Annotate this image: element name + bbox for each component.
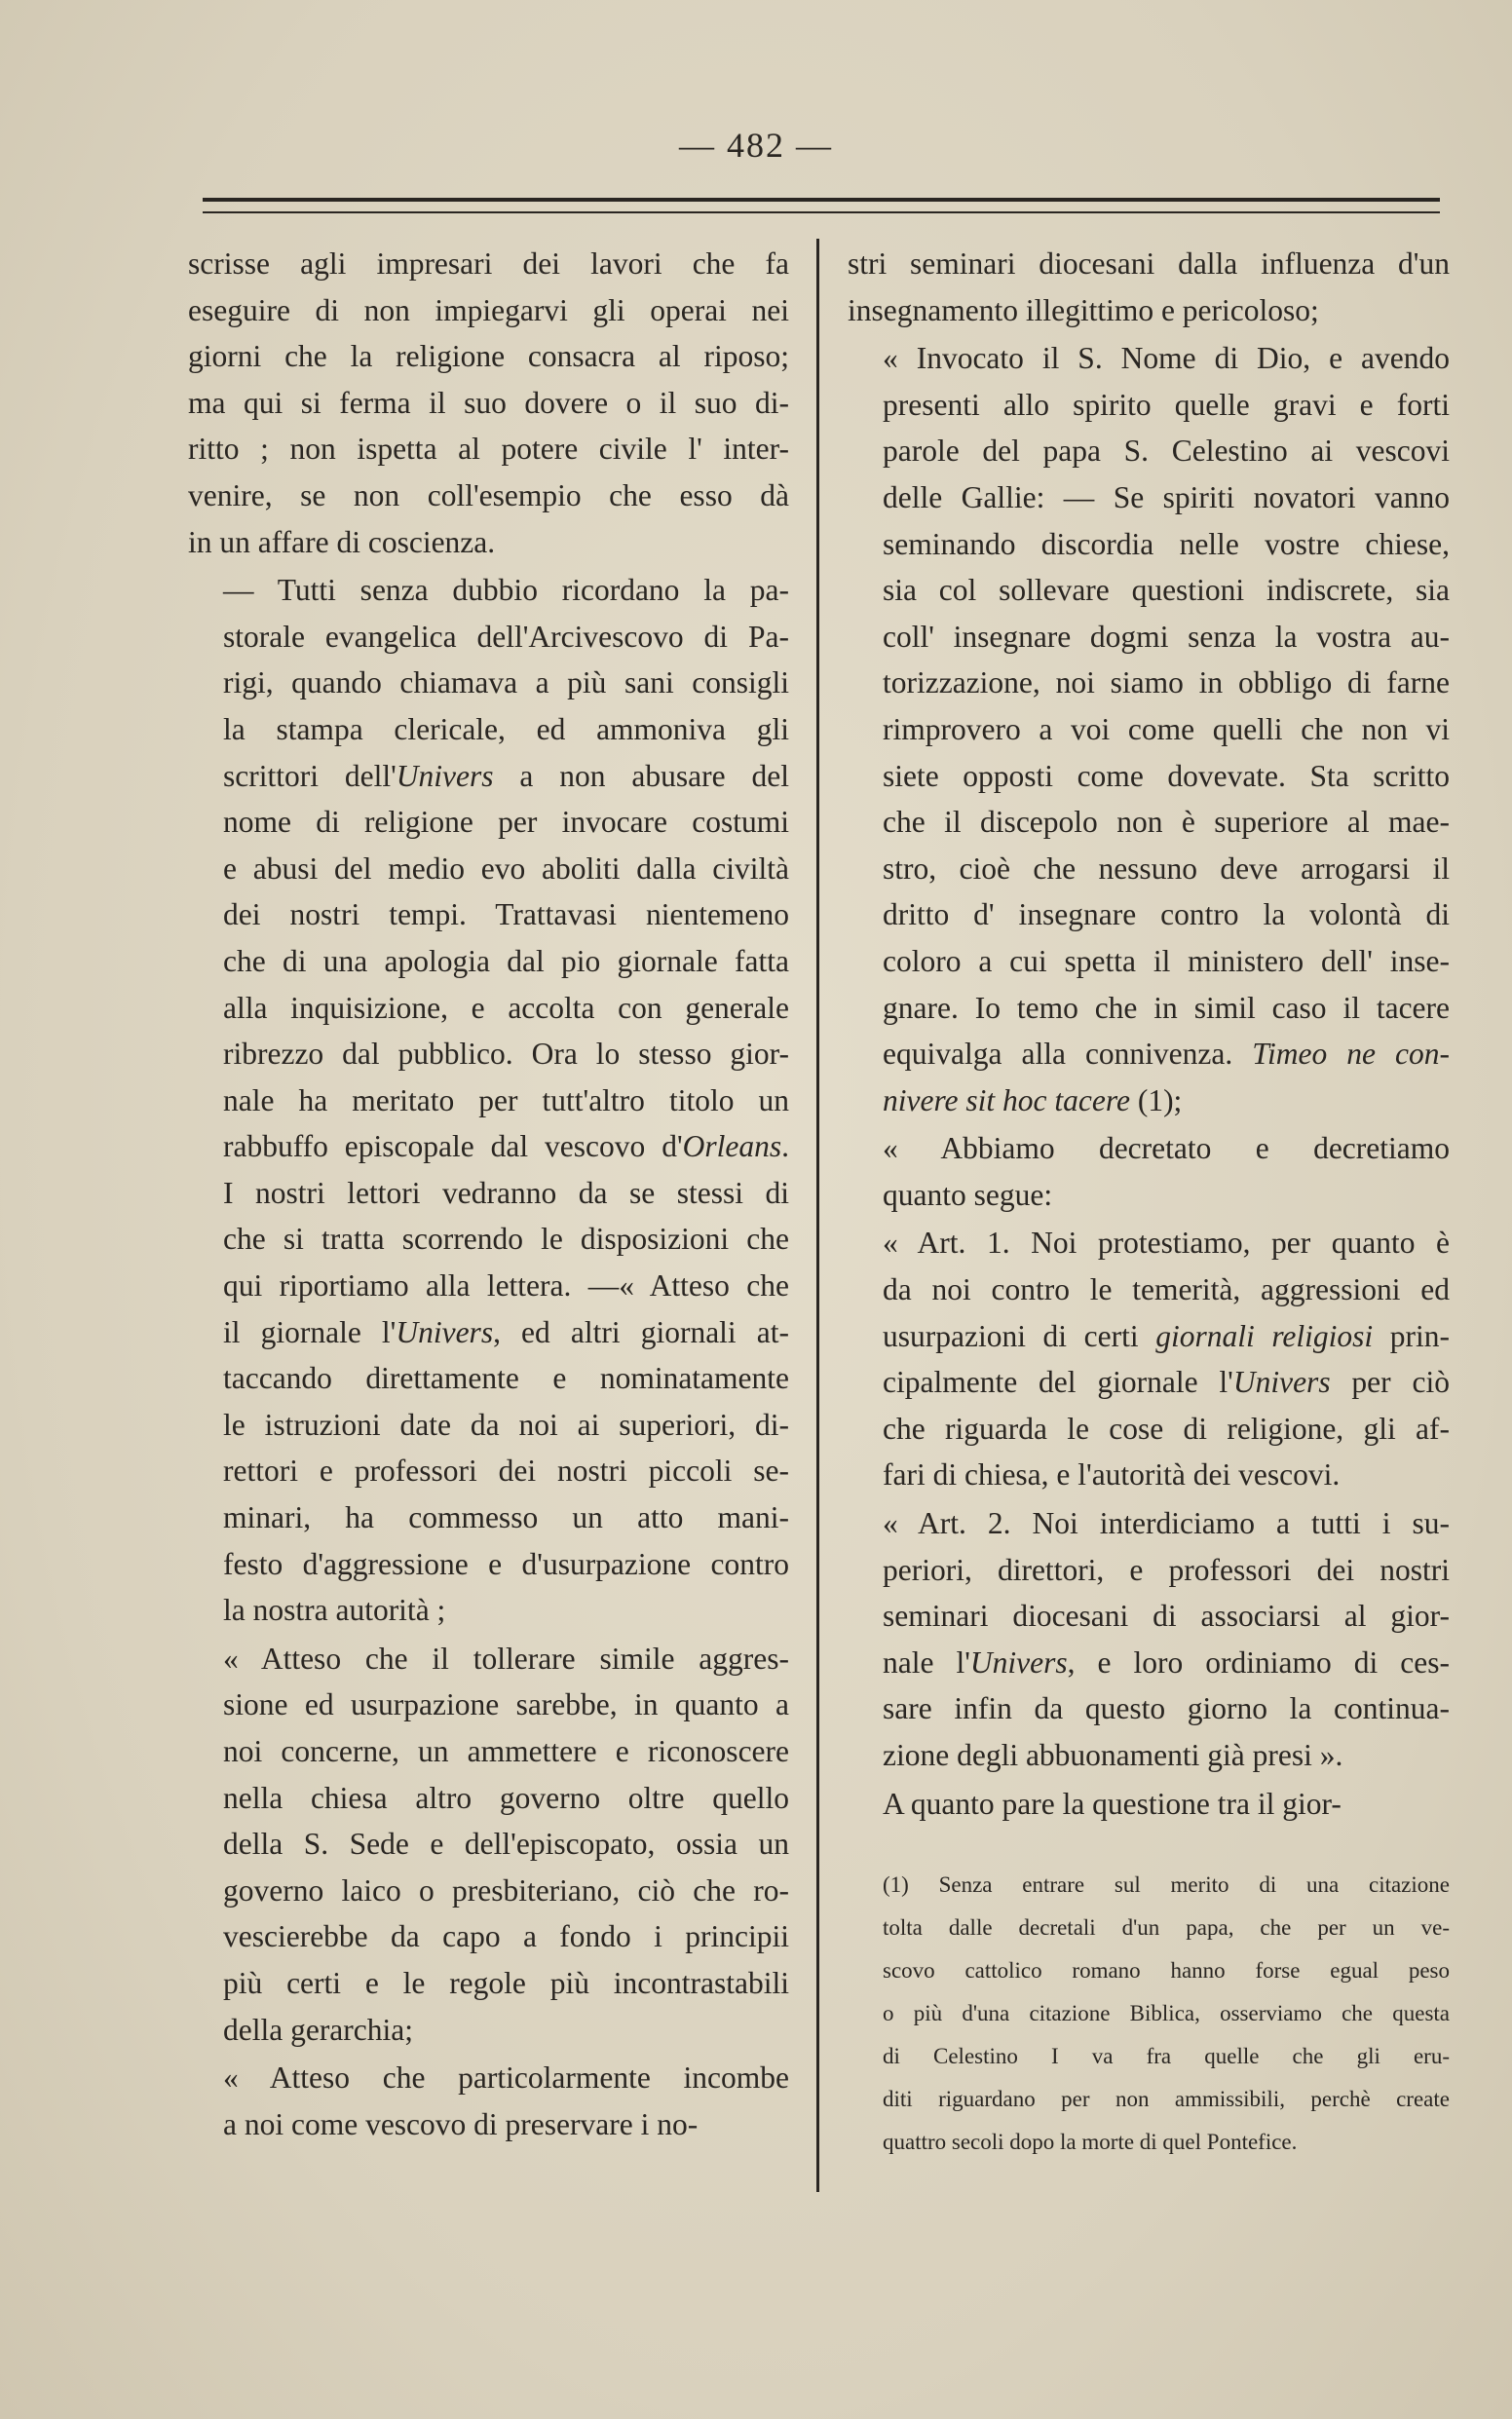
text-line: giorni che la religione consacra al riposo;	[188, 339, 789, 374]
text-line: vescierebbe da capo a fondo i principii	[223, 1919, 789, 1954]
paragraph	[188, 241, 789, 565]
text-line: venire, se non coll'esempio che esso dà	[188, 477, 789, 512]
text-line: insegnamento illegittimo e pericoloso;	[848, 292, 1319, 327]
footnote-line: di Celestino I va fra quelle che gli eru-	[883, 2044, 1450, 2069]
text-line: la nostra autorità ;	[223, 1593, 446, 1628]
page-number: — 482 —	[679, 126, 833, 165]
text-line: qui riportiamo alla lettera. —« Atteso che	[223, 1268, 789, 1304]
text-line: della S. Sede e dell'episcopato, ossia un	[223, 1827, 789, 1862]
paragraph	[848, 1220, 1450, 1498]
text-line: dritto d' insegnare contro la volontà di	[883, 897, 1450, 932]
text-line: le istruzioni date da noi ai superiori, di-	[223, 1407, 789, 1442]
text-line: nella chiesa altro governo oltre quello	[223, 1780, 789, 1815]
footnote-line: scovo cattolico romano hanno forse egual peso	[883, 1958, 1450, 1984]
text-line: fari di chiesa, e l'autorità dei vescovi.	[883, 1457, 1341, 1493]
left-column	[188, 241, 789, 2147]
footnote-line: o più d'una citazione Biblica, osserviamo che questa	[883, 2001, 1450, 2026]
text-line: parole del papa S. Celestino ai vescovi	[883, 434, 1450, 469]
text-line: seminando discordia nelle vostre chiese,	[883, 526, 1450, 561]
text-line: nome di religione per invocare costumi	[223, 805, 789, 840]
text-line: nivere sit hoc tacere (1);	[883, 1082, 1183, 1117]
header-rule	[203, 198, 1440, 213]
text-line: delle Gallie: — Se spiriti novatori vanno	[883, 479, 1450, 514]
text-line: seminari diocesani di associarsi al gior-	[883, 1599, 1450, 1634]
text-line: rabbuffo episcopale dal vescovo d'Orleans.	[223, 1129, 789, 1164]
text-line: scrittori dell'Univers a non abusare del	[223, 758, 789, 793]
text-line: il giornale l'Univers, ed altri giornali at-	[223, 1314, 790, 1349]
text-line: — Tutti senza dubbio ricordano la pa-	[223, 573, 789, 608]
text-line: più certi e le regole più incontrastabili	[223, 1965, 789, 2000]
text-line: I nostri lettori vedranno da se stessi di	[223, 1175, 789, 1210]
paragraph	[848, 1781, 1450, 1828]
text-line: « Abbiamo decretato e decretiamo	[883, 1131, 1450, 1166]
text-line: sione ed usurpazione sarebbe, in quanto a	[223, 1687, 789, 1722]
text-line: nale ha meritato per tutt'altro titolo un	[223, 1082, 789, 1117]
text-line: noi concerne, un ammettere e riconoscere	[223, 1734, 789, 1768]
paragraph	[188, 1636, 789, 2053]
text-line: gnare. Io temo che in simil caso il tacere	[883, 990, 1450, 1025]
text-line: rimprovero a voi come quelli che non vi	[883, 711, 1450, 746]
text-line: ritto ; non ispetta al potere civile l' inter-	[188, 432, 789, 467]
footnote-line: diti riguardano per non ammissibili, perchè create	[883, 2087, 1450, 2112]
paragraph	[848, 335, 1450, 1123]
text-line: presenti allo spirito quelle gravi e forti	[883, 387, 1450, 422]
text-line: e abusi del medio evo aboliti dalla civiltà	[223, 850, 789, 886]
text-line: della gerarchia;	[223, 2012, 413, 2047]
text-line: « Atteso che particolarmente incombe	[223, 2060, 789, 2096]
text-line: eseguire di non impiegarvi gli operai nei	[188, 292, 789, 327]
paragraph	[848, 1125, 1450, 1218]
text-line: periori, direttori, e professori dei nostri	[883, 1552, 1450, 1587]
text-line: dei nostri tempi. Trattavasi nientemeno	[223, 897, 789, 932]
text-line: scrisse agli impresari dei lavori che fa	[188, 246, 789, 281]
text-line: sare infin da questo giorno la continua-	[883, 1691, 1450, 1726]
text-line: zione degli abbuonamenti già presi ».	[883, 1738, 1343, 1772]
text-line: torizzazione, noi siamo in obbligo di farne	[883, 665, 1450, 700]
text-line: la stampa clericale, ed ammoniva gli	[223, 711, 789, 746]
right-column-paragraphs	[848, 241, 1450, 1827]
text-line: che il discepolo non è superiore al mae-	[883, 805, 1450, 840]
text-line: coloro a cui spetta il ministero dell' inse-	[883, 943, 1450, 978]
text-line: ma qui si ferma il suo dovere o il suo di-	[188, 385, 789, 420]
text-line: « Art. 1. Noi protestiamo, per quanto è	[883, 1226, 1450, 1261]
text-line: alla inquisizione, e accolta con generale	[223, 990, 789, 1025]
text-line: festo d'aggressione e d'usurpazione contro	[223, 1546, 789, 1581]
text-line: minari, ha commesso un atto mani-	[223, 1500, 789, 1535]
paragraph	[848, 1500, 1450, 1779]
text-line: usurpazioni di certi giornali religiosi prin-	[883, 1318, 1450, 1353]
text-line: che riguarda le cose di religione, gli af-	[883, 1411, 1450, 1446]
text-line: « Atteso che il tollerare simile aggres-	[223, 1641, 789, 1676]
text-line: che di una apologia dal pio giornale fatta	[223, 943, 789, 978]
column-divider	[816, 239, 819, 2192]
text-line: stro, cioè che nessuno deve arrogarsi il	[883, 850, 1450, 886]
right-column	[848, 241, 1450, 2164]
text-line: a noi come vescovo di preservare i no-	[223, 2106, 699, 2141]
text-line: storale evangelica dell'Arcivescovo di Pa-	[223, 619, 789, 654]
footnote-line: (1) Senza entrare sul merito di una citazione	[883, 1872, 1450, 1898]
text-line: stri seminari diocesani dalla influenza d'un	[848, 246, 1450, 281]
text-line: quanto segue:	[883, 1177, 1053, 1212]
text-line: coll' insegnare dogmi senza la vostra au-	[883, 619, 1450, 654]
text-line: da noi contro le temerità, aggressioni ed	[883, 1272, 1450, 1307]
text-line: cipalmente del giornale l'Univers per ciò	[883, 1365, 1450, 1400]
paragraph	[188, 567, 789, 1634]
text-line: rettori e professori dei nostri piccoli se-	[223, 1454, 789, 1489]
text-line: « Art. 2. Noi interdiciamo a tutti i su-	[883, 1506, 1450, 1541]
text-line: rigi, quando chiamava a più sani consigli	[223, 665, 789, 700]
paragraph	[848, 241, 1450, 333]
text-line: siete opposti come dovevate. Sta scritto	[883, 758, 1450, 793]
text-line: A quanto pare la questione tra il gior-	[883, 1786, 1342, 1821]
text-line: sia col sollevare questioni indiscrete, sia	[883, 573, 1450, 608]
text-line: che si tratta scorrendo le disposizioni che	[223, 1222, 789, 1257]
text-line: taccando direttamente e nominatamente	[223, 1361, 789, 1396]
text-line: governo laico o presbiteriano, ciò che ro-	[223, 1872, 789, 1908]
text-line: in un affare di coscienza.	[188, 524, 496, 559]
footnote	[848, 1864, 1450, 2164]
text-line: « Invocato il S. Nome di Dio, e avendo	[883, 341, 1450, 376]
text-line: equivalga alla connivenza. Timeo ne con-	[883, 1037, 1451, 1072]
text-line: nale l'Univers, e loro ordiniamo di ces-	[883, 1644, 1450, 1680]
footnote-line: tolta dalle decretali d'un papa, che per un ve-	[883, 1915, 1450, 1941]
footnote-line: quattro secoli dopo la morte di quel Pontefice.	[883, 2130, 1298, 2155]
text-line: ribrezzo dal pubblico. Ora lo stesso gior-	[223, 1037, 789, 1072]
paragraph	[188, 2055, 789, 2147]
